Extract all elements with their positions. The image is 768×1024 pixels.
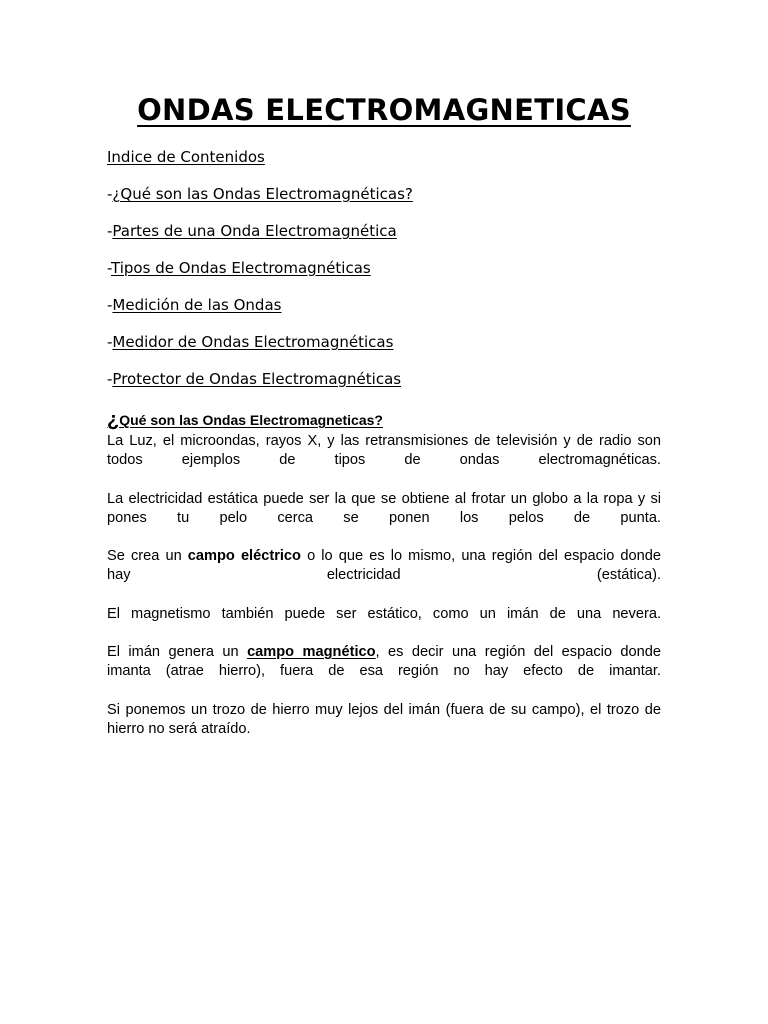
table-of-contents <box>107 146 667 390</box>
page-title: ONDAS ELECTROMAGNETICAS <box>137 93 631 127</box>
toc-item-que-son <box>107 183 667 205</box>
toc-heading[interactable]: Indice de Contenidos <box>107 148 265 166</box>
toc-item-tipos <box>107 257 667 279</box>
toc-item-prefix: - <box>107 370 113 388</box>
text-run: El imán genera un <box>107 644 248 661</box>
section-heading-mark: ¿ <box>107 409 120 431</box>
toc-link-partes[interactable]: Partes de una Onda Electromagnética <box>112 222 397 240</box>
text-run: o lo que es lo mismo, una región del espacio donde <box>300 548 662 565</box>
toc-item-prefix: - <box>107 296 113 314</box>
toc-item-medidor <box>107 331 667 353</box>
paragraph-line <box>107 643 661 662</box>
text-run: , es decir una región del espacio donde <box>375 644 661 661</box>
section-que-son <box>107 408 661 739</box>
paragraph-line: El magnetismo también puede ser estático, como un imán de una nevera. <box>107 605 661 622</box>
toc-item-partes <box>107 220 667 242</box>
toc-item-prefix: - <box>107 185 113 203</box>
paragraph-line: La electricidad estática puede ser la que se obtiene al frotar un globo a la ropa y si <box>107 490 661 507</box>
text-run: Se crea un <box>107 548 188 565</box>
toc-item-prefix: - <box>107 333 113 351</box>
paragraph-line: hierro no será atraído. <box>107 720 251 737</box>
paragraph-line: La Luz, el microondas, rayos X, y las retransmisiones de televisión y de radio son <box>107 433 661 449</box>
paragraph-line <box>107 547 661 566</box>
term-campo-electrico: campo eléctrico <box>187 548 301 565</box>
toc-link-medicion[interactable]: Medición de las Ondas <box>112 296 282 314</box>
paragraph-line: hay electricidad (estática). <box>107 567 661 584</box>
section-heading-text: Qué son las Ondas Electromagneticas? <box>119 412 383 428</box>
paragraph-line: todos ejemplos de tipos de ondas electromagnéticas. <box>107 452 661 469</box>
term-campo-magnetico[interactable]: campo magnético <box>247 644 376 661</box>
toc-item-protector <box>107 368 667 390</box>
section-heading <box>107 408 661 432</box>
toc-item-medicion <box>107 294 667 316</box>
toc-item-prefix: - <box>107 222 113 240</box>
toc-link-protector[interactable]: Protector de Ondas Electromagnéticas <box>112 370 402 388</box>
toc-item-prefix: - <box>107 259 112 277</box>
toc-link-que-son[interactable]: ¿Qué son las Ondas Electromagnéticas? <box>112 185 413 203</box>
toc-link-medidor[interactable]: Medidor de Ondas Electromagnéticas <box>112 333 394 351</box>
toc-link-tipos[interactable]: Tipos de Ondas Electromagnéticas <box>111 259 371 277</box>
paragraph-line: Si ponemos un trozo de hierro muy lejos del imán (fuera de su campo), el trozo de <box>107 701 661 718</box>
paragraph-line: imanta (atrae hierro), fuera de esa región no hay efecto de imantar. <box>107 663 661 680</box>
paragraph-line: pones tu pelo cerca se ponen los pelos de punta. <box>107 509 661 526</box>
